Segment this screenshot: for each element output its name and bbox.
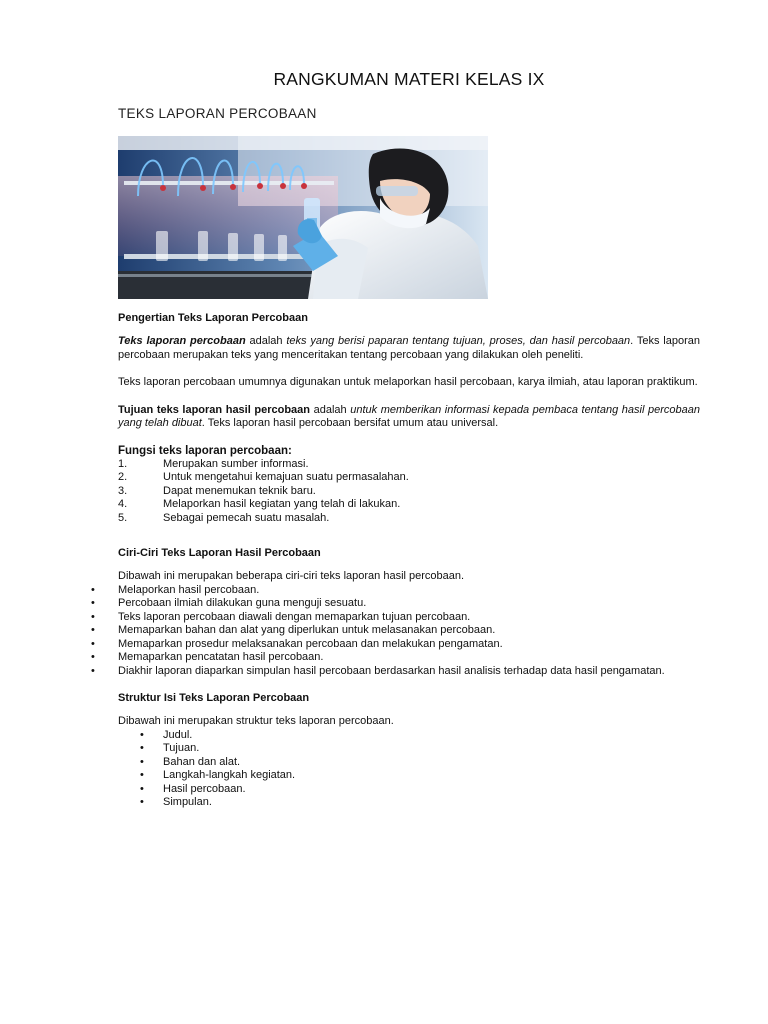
- list-item: 3. Dapat menemukan teknik baru.: [118, 484, 316, 497]
- paragraph-usage: Teks laporan percobaan umumnya digunakan untuk melaporkan hasil percobaan, karya ilmiah, atau laporan praktikum.: [118, 376, 698, 388]
- list-item: 5. Sebagai pemecah suatu masalah.: [118, 511, 330, 524]
- section-heading-ciri: Ciri-Ciri Teks Laporan Hasil Percobaan: [118, 547, 321, 559]
- list-item: • Diakhir laporan diaparkan simpulan hasil percobaan berdasarkan hasil analisis terhadap data hasil pengamatan.: [118, 665, 700, 679]
- list-item: • Tujuan.: [163, 742, 700, 756]
- lab-scientist-photo: [118, 136, 488, 299]
- list-item: 2. Untuk mengetahui kemajuan suatu permasalahan.: [118, 471, 409, 483]
- term-teks-laporan: Teks laporan percobaan: [118, 335, 246, 347]
- paragraph-definition: Teks laporan percobaan adalah teks yang berisi paparan tentang tujuan, proses, dan hasil percobaan. Teks laporan percobaan merupakan teks yang menceritakan tentang percobaan yang dilakukan oleh peneliti.: [118, 335, 700, 361]
- list-item: • Bahan dan alat.: [163, 756, 700, 770]
- list-item: • Langkah-langkah kegiatan.: [163, 769, 700, 783]
- ciri-list: [118, 584, 700, 679]
- list-item: 1. Merupakan sumber informasi.: [118, 457, 309, 470]
- section-heading-fungsi: Fungsi teks laporan percobaan:: [118, 444, 292, 457]
- list-item: • Judul.: [163, 729, 700, 743]
- list-item: • Hasil percobaan.: [163, 783, 700, 797]
- document-title: RANGKUMAN MATERI KELAS IX: [273, 69, 545, 89]
- list-item: 4. Melaporkan hasil kegiatan yang telah di lakukan.: [118, 498, 401, 510]
- ciri-intro: Dibawah ini merupakan beberapa ciri-ciri teks laporan hasil percobaan.: [118, 570, 465, 582]
- section-heading-pengertian: Pengertian Teks Laporan Percobaan: [118, 312, 308, 324]
- list-item: • Percobaan ilmiah dilakukan guna menguji sesuatu.: [118, 597, 700, 611]
- list-item: • Memaparkan prosedur melaksanakan percobaan dan melakukan pengamatan.: [118, 638, 700, 652]
- struktur-intro: Dibawah ini merupakan struktur teks laporan percobaan.: [118, 715, 394, 727]
- paragraph-purpose: Tujuan teks laporan hasil percobaan adalah untuk memberikan informasi kepada pembaca tentang hasil percobaan yang telah dibuat. Teks laporan hasil percobaan bersifat umum atau universal.: [118, 403, 700, 429]
- document-subtitle: TEKS LAPORAN PERCOBAAN: [118, 106, 317, 121]
- document-body: [118, 312, 700, 810]
- list-item: • Memaparkan bahan dan alat yang diperlukan untuk melasanakan percobaan.: [118, 624, 700, 638]
- list-item: • Memaparkan pencatatan hasil percobaan.: [118, 651, 700, 665]
- term-tujuan: Tujuan teks laporan hasil percobaan: [118, 403, 311, 416]
- fungsi-list: [118, 458, 700, 526]
- list-item: • Simpulan.: [163, 796, 700, 810]
- list-item: • Melaporkan hasil percobaan.: [118, 584, 700, 598]
- section-heading-struktur: Struktur Isi Teks Laporan Percobaan: [118, 692, 310, 704]
- list-item: • Teks laporan percobaan diawali dengan memaparkan tujuan percobaan.: [118, 611, 700, 625]
- struktur-list: [163, 729, 700, 810]
